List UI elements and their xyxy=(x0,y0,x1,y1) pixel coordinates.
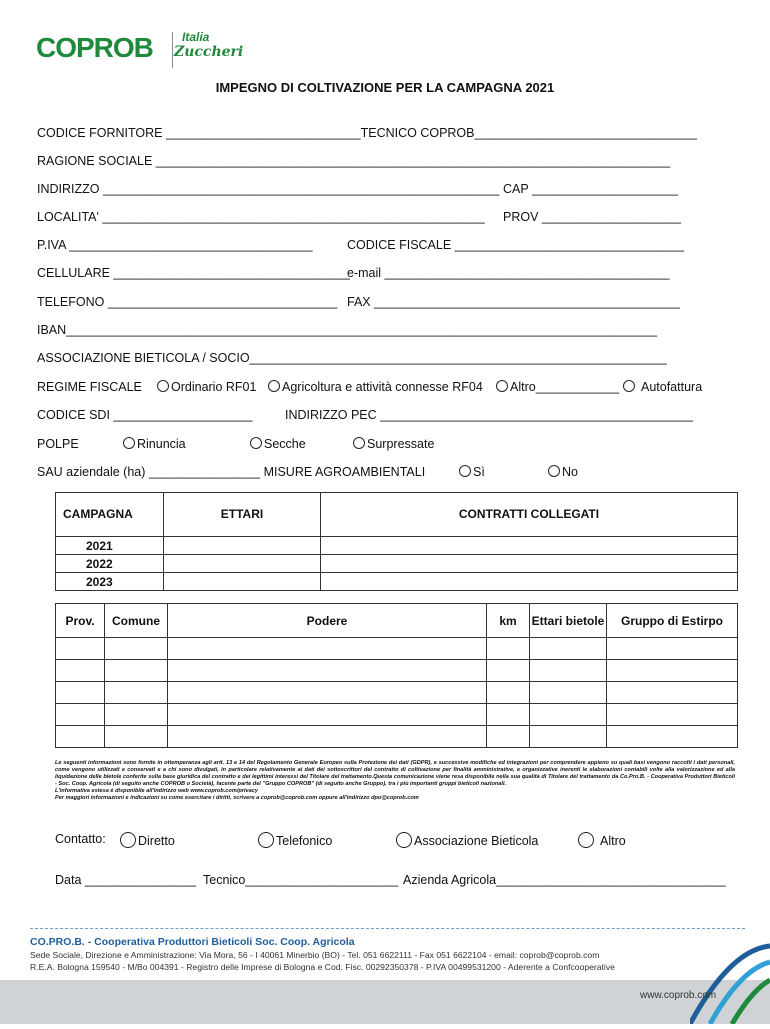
table-cell[interactable] xyxy=(105,704,168,726)
logo-text: COPROB xyxy=(36,32,153,63)
regime-ordinario-option[interactable] xyxy=(157,380,256,394)
table-header-campagna: CAMPAGNA xyxy=(56,493,164,537)
polpe-rinuncia-label: Rinuncia xyxy=(137,437,186,451)
table-row xyxy=(56,660,738,682)
podere-table xyxy=(55,603,738,748)
table-cell[interactable] xyxy=(607,638,738,660)
footer-line-2: R.E.A. Bologna 159540 - M/Bo 004391 - Registro delle Imprese di Bologna e Cod. Fisc. 00292350378 - P.IVA 00499531200 - Aderente a Confcooperative xyxy=(30,962,615,972)
regime-ordinario-label: Ordinario RF01 xyxy=(171,380,257,394)
table-cell[interactable] xyxy=(607,704,738,726)
table-cell[interactable] xyxy=(168,726,487,748)
ettari-cell[interactable] xyxy=(164,555,321,573)
fax-field[interactable]: FAX ____________________________________________ xyxy=(347,295,680,309)
privacy-line-3: Per maggiori informazioni e indicazioni su come esercitare i diritti, scrivere a coprob@coprob.com oppure all'indirizzo dpo@coprob.com xyxy=(55,795,419,801)
table-header-prov: Prov. xyxy=(56,604,105,638)
prov-field[interactable]: PROV ____________________ xyxy=(503,210,681,224)
table-cell[interactable] xyxy=(105,660,168,682)
radio-icon[interactable] xyxy=(268,380,280,392)
table-cell[interactable] xyxy=(530,638,607,660)
contatto-telefonico-label: Telefonico xyxy=(276,834,333,848)
table-header-row xyxy=(56,604,738,638)
ettari-cell[interactable] xyxy=(164,573,321,591)
table-cell[interactable] xyxy=(530,682,607,704)
regime-autofattura-label: Autofattura xyxy=(641,380,703,394)
table-header-row xyxy=(56,493,738,537)
contatto-diretto-option[interactable] xyxy=(120,832,175,848)
tecnico-field[interactable]: Tecnico______________________ xyxy=(203,873,399,887)
footer-line-1: Sede Sociale, Direzione e Amministrazione: Via Mora, 56 - I 40061 Minerbio (BO) - Tel. 051 6622111 - Fax 051 6622104 - email: coprob@coprob.com xyxy=(30,950,600,960)
table-cell[interactable] xyxy=(56,682,105,704)
table-cell[interactable] xyxy=(105,726,168,748)
table-cell[interactable] xyxy=(487,682,530,704)
radio-icon[interactable] xyxy=(548,465,560,477)
si-option[interactable] xyxy=(459,465,485,479)
privacy-line-2: L'informativa estesa è disponibile all'indirizzo web www.coprob.com/privacy xyxy=(55,788,258,794)
associazione-field[interactable]: ASSOCIAZIONE BIETICOLA / SOCIO____________________________________________________________ xyxy=(37,351,667,365)
radio-icon[interactable] xyxy=(258,832,274,848)
contatto-telefonico-option[interactable] xyxy=(258,832,332,848)
indirizzo-field[interactable]: INDIRIZZO _________________________________________________________ xyxy=(37,182,500,196)
table-header-podere: Podere xyxy=(168,604,487,638)
table-cell[interactable] xyxy=(168,660,487,682)
table-row xyxy=(56,726,738,748)
table-cell[interactable] xyxy=(487,660,530,682)
table-cell[interactable] xyxy=(56,704,105,726)
logo xyxy=(36,30,244,76)
radio-icon[interactable] xyxy=(120,832,136,848)
si-label: Sì xyxy=(473,465,485,479)
table-cell[interactable] xyxy=(607,660,738,682)
logo-sub-2: Zuccheri xyxy=(174,44,244,60)
table-header-comune: Comune xyxy=(105,604,168,638)
iban-field[interactable]: IBAN_____________________________________________________________________________________ xyxy=(37,323,658,337)
radio-icon[interactable] xyxy=(250,437,262,449)
page-title: IMPEGNO DI COLTIVAZIONE PER LA CAMPAGNA 2021 xyxy=(215,80,555,95)
polpe-secche-label: Secche xyxy=(264,437,306,451)
localita-field[interactable]: LOCALITA' _______________________________________________________ xyxy=(37,210,485,224)
radio-icon[interactable] xyxy=(396,832,412,848)
contratti-cell[interactable] xyxy=(321,537,738,555)
logo-divider xyxy=(172,32,173,68)
footer-website[interactable]: www.coprob.com xyxy=(640,990,717,1001)
table-cell[interactable] xyxy=(487,638,530,660)
contatto-altro-label: Altro xyxy=(600,834,626,848)
radio-icon[interactable] xyxy=(623,380,635,392)
table-header-ettari: ETTARI xyxy=(164,493,321,537)
table-cell[interactable] xyxy=(56,660,105,682)
regime-fiscale-label: REGIME FISCALE xyxy=(37,380,142,394)
contratti-cell[interactable] xyxy=(321,555,738,573)
table-cell[interactable] xyxy=(607,726,738,748)
cellulare-field[interactable]: CELLULARE __________________________________ xyxy=(37,266,350,280)
footer-company-name: CO.PRO.B. - Cooperativa Produttori Bieticoli Soc. Coop. Agricola xyxy=(30,936,355,948)
codice-sdi-field[interactable]: CODICE SDI ____________________ xyxy=(37,408,253,422)
contatto-label: Contatto: xyxy=(55,832,106,846)
footer-band xyxy=(0,980,770,1024)
table-cell[interactable] xyxy=(530,704,607,726)
radio-icon[interactable] xyxy=(123,437,135,449)
table-cell[interactable] xyxy=(105,638,168,660)
table-cell[interactable] xyxy=(56,638,105,660)
table-row xyxy=(56,704,738,726)
piva-field[interactable]: P.IVA ___________________________________ xyxy=(37,238,313,252)
ragione-sociale-field[interactable]: RAGIONE SOCIALE __________________________________________________________________________ xyxy=(37,154,671,168)
indirizzo-pec-field[interactable]: INDIRIZZO PEC _____________________________________________ xyxy=(285,408,693,422)
regime-altro-option[interactable] xyxy=(496,380,619,394)
table-cell[interactable] xyxy=(487,704,530,726)
polpe-surpressate-label: Surpressate xyxy=(367,437,435,451)
regime-agricoltura-option[interactable] xyxy=(268,380,483,394)
table-header-km: km xyxy=(487,604,530,638)
regime-agricoltura-label: Agricoltura e attività connesse RF04 xyxy=(282,380,483,394)
contatto-associazione-option[interactable] xyxy=(396,832,538,848)
table-cell[interactable] xyxy=(168,704,487,726)
codice-fornitore-field[interactable]: CODICE FORNITORE ____________________________TECNICO COPROB________________________________ xyxy=(37,126,697,140)
contatto-associazione-label: Associazione Bieticola xyxy=(414,834,539,848)
logo-sub-1: Italia xyxy=(182,30,210,44)
campagna-cell: 2022 xyxy=(56,555,164,573)
polpe-surpressate-option[interactable] xyxy=(353,437,434,451)
footer-swoosh xyxy=(690,940,770,1024)
table-row xyxy=(56,573,738,591)
footer-divider xyxy=(30,928,745,930)
privacy-text: Le seguenti informazioni sono fornite in ottemperanza agli artt. 13 e 14 del Regolamento Generale Europeo sulla Protezione dei dati (GDPR), e successive modifiche ed integrazioni per comprendere appieno su quali basi vengono raccolti i dati personali, come vengono utilizzati e conservati e a chi sono divulgati, in particolare relativamente ai dati dei sottoscrittori del contratto di coltivazione per finalità amministrative, e organizzative inerenti le elaborazioni contabili volte alla valorizzazione ed alla liquidazione delle bietole conferite sulla base giuridica del contratto e dei legittimi interessi del Titolare del trattamento.Questa comunicazione viene resa disponibile nella sua qualità di Titolare del trattamento da Co.Pro.B. - Cooperativa Produttori Bieticoli - Soc. Coop. Agricola (di seguito anche COPROB o Società), facente parte del "Gruppo COPROB" (di seguito anche Gruppo), tra i più importanti gruppi bieticoli nazionali. xyxy=(55,760,735,787)
no-option[interactable] xyxy=(548,465,578,479)
table-cell[interactable] xyxy=(168,638,487,660)
cap-field[interactable]: CAP _____________________ xyxy=(503,182,678,196)
table-row xyxy=(56,555,738,573)
table-cell[interactable] xyxy=(487,726,530,748)
campagna-table xyxy=(55,492,738,591)
table-cell[interactable] xyxy=(105,682,168,704)
radio-icon[interactable] xyxy=(578,832,594,848)
contatto-altro-option[interactable] xyxy=(578,832,626,848)
table-header-ettari-bietole: Ettari bietole xyxy=(530,604,607,638)
table-cell[interactable] xyxy=(168,682,487,704)
sau-field[interactable]: SAU aziendale (ha) ________________ MISURE AGROAMBIENTALI xyxy=(37,465,426,479)
table-cell[interactable] xyxy=(530,726,607,748)
regime-autofattura-option[interactable] xyxy=(623,380,702,394)
radio-icon[interactable] xyxy=(496,380,508,392)
telefono-field[interactable]: TELEFONO _________________________________ xyxy=(37,295,338,309)
azienda-agricola-field[interactable]: Azienda Agricola_________________________________ xyxy=(403,873,726,887)
radio-icon[interactable] xyxy=(353,437,365,449)
campagna-cell: 2023 xyxy=(56,573,164,591)
radio-icon[interactable] xyxy=(157,380,169,392)
contratti-cell[interactable] xyxy=(321,573,738,591)
table-row xyxy=(56,682,738,704)
email-field[interactable]: e-mail _________________________________________ xyxy=(347,266,670,280)
table-cell[interactable] xyxy=(607,682,738,704)
campagna-cell: 2021 xyxy=(56,537,164,555)
table-row xyxy=(56,638,738,660)
data-field[interactable]: Data ________________ xyxy=(55,873,197,887)
no-label: No xyxy=(562,465,578,479)
table-header-contratti: CONTRATTI COLLEGATI xyxy=(321,493,738,537)
polpe-rinuncia-option[interactable] xyxy=(123,437,186,451)
polpe-secche-option[interactable] xyxy=(250,437,306,451)
table-row xyxy=(56,537,738,555)
contatto-diretto-label: Diretto xyxy=(138,834,175,848)
regime-altro-label: Altro____________ xyxy=(510,380,620,394)
privacy-notice xyxy=(55,760,735,802)
radio-icon[interactable] xyxy=(459,465,471,477)
codice-fiscale-field[interactable]: CODICE FISCALE _________________________________ xyxy=(347,238,685,252)
table-header-gruppo-estirpo: Gruppo di Estirpo xyxy=(607,604,738,638)
polpe-label: POLPE xyxy=(37,437,79,451)
table-cell[interactable] xyxy=(530,660,607,682)
ettari-cell[interactable] xyxy=(164,537,321,555)
table-cell[interactable] xyxy=(56,726,105,748)
